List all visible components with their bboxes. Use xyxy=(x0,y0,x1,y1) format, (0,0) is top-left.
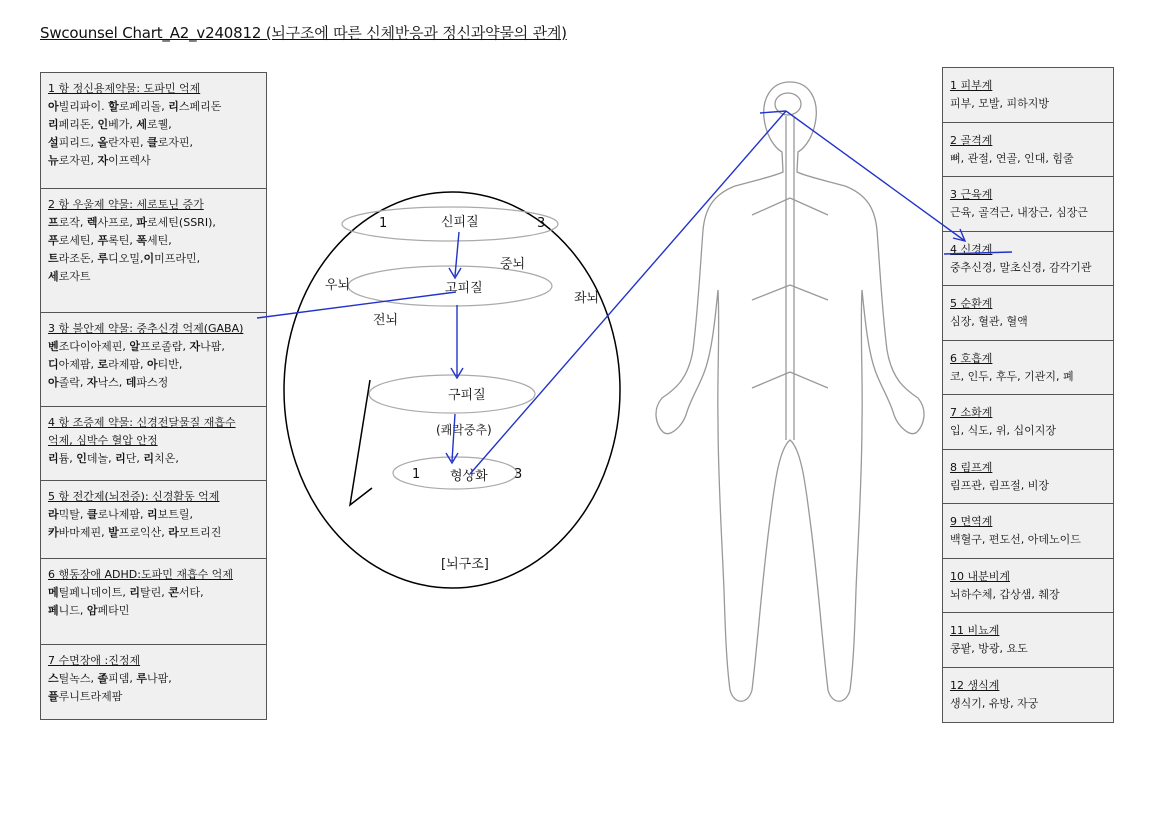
drug-name-initial: 카 xyxy=(48,526,59,539)
drug-name-initial: 플 xyxy=(48,690,59,703)
drug-name-rest: 니드, xyxy=(58,604,87,617)
paleocortex-label: 고피질 xyxy=(445,281,483,296)
drug-name-rest: 서타, xyxy=(178,586,204,599)
drug-name-rest: 피리드, xyxy=(58,136,98,149)
body-system-heading: 6 호흡계 xyxy=(950,351,993,365)
drug-name-rest: 빌리파이. xyxy=(58,100,109,113)
drug-name-rest: 틸페니데이트, xyxy=(58,586,130,599)
spinal-cord xyxy=(786,116,794,440)
drug-category-heading: 6 행동장애 ADHD:도파민 재흡수 억제 xyxy=(48,568,233,581)
drug-name-initial: 이 xyxy=(143,252,155,265)
right-brain-label: 우뇌 xyxy=(325,278,351,293)
drug-name-initial: 아 xyxy=(147,358,158,371)
drug-name-rest: 아제팜, xyxy=(58,358,98,371)
drug-name-initial: 자 xyxy=(97,154,109,167)
drug-name-initial: 뉴 xyxy=(48,154,59,167)
drug-name-rest: 로세틴(SSRI), xyxy=(147,216,216,229)
drug-name-rest: 치온, xyxy=(154,452,179,465)
drug-category-heading: 2 항 우울제 약물: 세로토닌 증가 xyxy=(48,198,204,211)
drug-name-rest: 틸녹스, xyxy=(58,672,98,685)
drug-name-rest: 로자핀, xyxy=(157,136,194,149)
drug-name-rest: 모트리진 xyxy=(178,526,222,539)
neocortex-num-1: 1 xyxy=(379,216,388,231)
drug-name-rest: 낙스, xyxy=(97,376,126,389)
body-system-organs: 피부, 모발, 피하지방 xyxy=(950,97,1049,110)
drug-name-initial: 자 xyxy=(86,376,98,389)
body-system-heading: 5 순환계 xyxy=(950,297,993,310)
drug-name-rest: 로자트 xyxy=(58,270,91,283)
imaging-num-1: 1 xyxy=(412,467,421,482)
body-system-organs: 생식기, 유방, 자궁 xyxy=(950,696,1039,710)
drug-category-heading: 3 항 불안제 약물: 중추신경 억제(GABA) xyxy=(48,322,244,335)
drug-name-initial: 리 xyxy=(147,508,158,521)
drug-name-rest: 나팜, xyxy=(200,340,225,353)
drug-name-rest: 데놀, xyxy=(86,452,116,465)
drug-name-initial: 데 xyxy=(125,376,137,389)
drug-name-rest: 란자핀, xyxy=(108,136,148,149)
drug-name-rest: 보트릴, xyxy=(157,508,194,521)
drug-name-initial: 리 xyxy=(48,452,59,465)
drug-name-rest: 록틴, xyxy=(108,234,137,247)
neocortex-label: 신피질 xyxy=(441,215,479,230)
body-system-organs: 코, 인두, 후두, 기관지, 폐 xyxy=(950,369,1074,383)
drug-name-initial: 파 xyxy=(136,216,148,229)
body-system-heading: 9 면역계 xyxy=(950,515,993,528)
drug-name-rest: 파스정 xyxy=(136,376,169,389)
drug-name-initial: 푸 xyxy=(97,234,109,247)
drug-name-rest: 튬, xyxy=(58,452,77,465)
drug-name-rest: 디오밀, xyxy=(108,252,144,265)
drug-name-rest: 졸락, xyxy=(58,376,87,389)
drug-name-initial: 루 xyxy=(97,252,109,265)
drug-name-initial: 세 xyxy=(136,118,148,131)
drug-name-rest: 사프로, xyxy=(97,216,137,229)
body-system-organs: 뇌하수체, 갑상샘, 췌장 xyxy=(950,587,1060,601)
drug-name-initial: 루 xyxy=(136,672,148,685)
drug-name-initial: 아 xyxy=(48,376,59,389)
drug-category-heading-cont: 억제, 심박수 혈압 안정 xyxy=(48,434,158,447)
drug-name-initial: 발 xyxy=(108,526,119,539)
drug-name-initial: 트 xyxy=(48,252,59,265)
body-system-heading: 11 비뇨계 xyxy=(950,624,1000,637)
drug-name-rest: 이프렉사 xyxy=(108,154,151,167)
connector-imaging-head xyxy=(470,111,786,474)
body-system-organs: 입, 식도, 위, 십이지장 xyxy=(950,424,1056,437)
drug-name-initial: 메 xyxy=(48,586,59,599)
page-title: Swcounsel Chart_A2_v240812 (뇌구조에 따른 신체반응과 정신과약물의 관계) xyxy=(40,24,567,42)
drug-category-heading: 1 항 정신용제약물: 도파민 억제 xyxy=(48,82,201,95)
drug-name-initial: 리 xyxy=(48,118,59,131)
drug-name-rest: 탈린, xyxy=(140,586,169,599)
drug-category-heading: 4 항 조증제 약물: 신경전달물질 재흡수 xyxy=(48,416,236,429)
drug-name-initial: 알 xyxy=(129,340,141,353)
drug-name-initial: 벤 xyxy=(48,340,59,353)
drug-name-rest: 바마제핀, xyxy=(58,526,109,539)
archicortex-label: 구피질 xyxy=(448,388,486,403)
brain-diagram xyxy=(284,192,620,588)
drug-name-rest: 페리돈, xyxy=(58,118,98,131)
drug-name-rest: 세틴, xyxy=(147,234,172,247)
body-system-heading: 8 림프계 xyxy=(950,460,993,474)
pleasure-center-label: (쾌락중추) xyxy=(436,423,492,437)
drug-name-rest: 페타민 xyxy=(97,604,130,617)
nerve-branches-middle xyxy=(752,285,828,300)
drug-name-initial: 라 xyxy=(168,526,179,539)
drug-name-rest: 라제팜, xyxy=(108,358,148,371)
drug-name-rest: 스페리돈 xyxy=(178,100,222,113)
drug-name-initial: 스 xyxy=(48,672,59,685)
drug-name-initial: 로 xyxy=(97,358,109,371)
body-system-heading: 4 신경계 xyxy=(950,242,993,256)
drug-name-initial: 아 xyxy=(48,100,59,113)
drug-name-initial: 클 xyxy=(86,508,98,521)
body-system-organs: 림프관, 림프절, 비장 xyxy=(950,478,1049,492)
drug-name-rest: 루니트라제팜 xyxy=(58,690,123,703)
drug-name-initial: 할 xyxy=(108,100,119,113)
head-outline xyxy=(656,82,924,701)
drug-name-rest: 로퀠, xyxy=(147,118,172,131)
drug-name-initial: 리 xyxy=(129,586,141,599)
body-system-heading: 12 생식계 xyxy=(950,678,1000,692)
drug-name-rest: 프로익산, xyxy=(118,526,169,539)
body-system-organs: 뼈, 관절, 연골, 인대, 힘줄 xyxy=(950,151,1074,165)
drug-name-initial: 인 xyxy=(97,118,109,131)
drug-name-rest: 미프라민, xyxy=(154,252,201,265)
drug-name-initial: 리 xyxy=(168,100,179,113)
drug-name-initial: 클 xyxy=(147,136,158,149)
drug-name-initial: 폭 xyxy=(136,234,148,247)
forebrain-label: 전뇌 xyxy=(373,313,399,328)
drug-category-heading: 7 수면장애 :진정제 xyxy=(48,654,141,667)
drug-name-rest: 단, xyxy=(125,452,144,465)
body-system-organs: 콩팥, 방광, 요도 xyxy=(950,642,1028,655)
body-system-organs: 중추신경, 말초신경, 감각기관 xyxy=(950,260,1092,274)
nerve-branches-lower xyxy=(752,372,828,388)
drug-name-initial: 세 xyxy=(48,270,59,283)
imaging-num-3: 3 xyxy=(514,467,523,482)
bracket-line xyxy=(350,380,372,505)
drug-name-initial: 프 xyxy=(48,216,59,229)
drug-name-initial: 설 xyxy=(48,136,59,149)
nerve-branches-upper xyxy=(752,198,828,215)
human-body-outline xyxy=(656,82,924,701)
drug-name-initial: 디 xyxy=(48,358,59,371)
drug-name-initial: 리 xyxy=(143,452,155,465)
body-system-heading: 2 골격계 xyxy=(950,133,993,147)
drug-name-initial: 콘 xyxy=(168,586,179,599)
drug-name-rest: 믹탈, xyxy=(58,508,87,521)
drug-name-rest: 라조돈, xyxy=(58,252,98,265)
body-system-organs: 백혈구, 편도선, 아데노이드 xyxy=(950,533,1081,546)
drug-name-rest: 로세틴, xyxy=(58,234,98,247)
drug-name-rest: 프로졸람, xyxy=(140,340,190,353)
nervous-system-underline xyxy=(944,252,1012,254)
midbrain-label: 중뇌 xyxy=(500,257,526,272)
left-brain-label: 좌뇌 xyxy=(574,291,600,306)
drug-name-rest: 조다이아제핀, xyxy=(58,340,130,353)
drug-name-rest: 로자핀, xyxy=(58,154,98,167)
connector-archicortex-imaging xyxy=(452,414,455,461)
drug-name-rest: 나팜, xyxy=(147,672,172,685)
drug-name-initial: 리 xyxy=(115,452,126,465)
drug-name-initial: 페 xyxy=(48,604,59,617)
drug-name-initial: 인 xyxy=(76,452,87,465)
drug-name-initial: 자 xyxy=(189,340,201,353)
drug-name-rest: 로페리돌, xyxy=(118,100,169,113)
neocortex-num-3: 3 xyxy=(537,216,546,231)
body-system-organs: 심장, 혈관, 혈액 xyxy=(950,315,1028,328)
body-system-heading: 1 피부계 xyxy=(950,79,993,92)
drug-name-initial: 라 xyxy=(48,508,59,521)
drug-name-initial: 졸 xyxy=(97,672,109,685)
drug-category-heading: 5 항 전간제(뇌전증): 신경활동 억제 xyxy=(48,490,220,503)
imaging-label: 형상화 xyxy=(450,469,488,484)
body-system-heading: 7 소화계 xyxy=(950,406,993,419)
drug-name-rest: 피뎀, xyxy=(108,672,137,685)
body-system-heading: 10 내분비계 xyxy=(950,569,1010,583)
drug-name-initial: 푸 xyxy=(48,234,59,247)
body-system-organs: 근육, 골격근, 내장근, 심장근 xyxy=(950,206,1088,219)
drug-name-rest: 로나제팜, xyxy=(97,508,148,521)
drug-name-initial: 올 xyxy=(97,136,109,149)
drug-name-rest: 베가, xyxy=(108,118,137,131)
drug-name-rest: 로작, xyxy=(58,216,87,229)
drug-name-initial: 암 xyxy=(86,604,98,617)
connector-lines xyxy=(257,111,1012,474)
drug-name-rest: 티반, xyxy=(157,358,183,371)
body-system-heading: 3 근육계 xyxy=(950,188,993,201)
drug-name-initial: 렉 xyxy=(86,216,98,229)
connector-neocortex-paleocortex xyxy=(455,232,459,276)
brain-caption: [뇌구조] xyxy=(441,557,489,572)
